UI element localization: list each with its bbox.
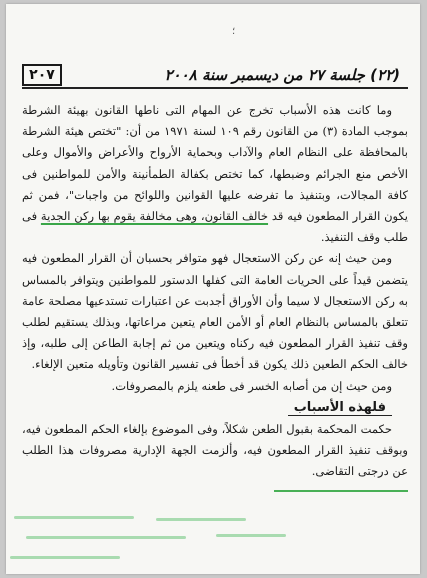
page-header bbox=[22, 64, 408, 90]
page-number-box: ٢٠٧ bbox=[22, 64, 62, 86]
faded-mark bbox=[156, 518, 246, 521]
faded-mark bbox=[10, 556, 120, 559]
paragraph-urgency: ومن حيث إنه عن ركن الاستعجال فهو متوافر بحسبان أن القرار المطعون فيه يتضمن قيداً على الحريات العامة التى كفلها الدستور للمواطنين ويتوافر بالمساس به ركن الاستعجال لا سيما وأن الأوراق أجدبت عن اعتبارات تستدعيها مصلحة عامة تتعلق بالمساس بالنظام العام أو الأمن العام يتعين مراعاتها، وبذلك يستقيم لطلب وقف تنفيذ القرار المطعون فيه ركناه ويتعين من ثم إجابة الطاعن إلى طلبه، وإذ خالف الحكم الطعين ذلك يكون قد أخطأ فى تفسير القانون وتأويله متعين الإلغاء. bbox=[22, 251, 408, 372]
faded-mark bbox=[26, 536, 186, 539]
document-body bbox=[22, 100, 408, 482]
document-page bbox=[6, 4, 420, 574]
highlighted-phrase: خالف القانون، وهى مخالفة يقوم بها ركن الجدية bbox=[40, 209, 269, 224]
top-mark: ؛ bbox=[232, 26, 236, 37]
paragraph-ruling: حكمت المحكمة بقبول الطعن شكلاً، وفى الموضوع بإلغاء الحكم المطعون فيه، وبوقف تنفيذ القرار المطعون فيه، وألزمت الجهة الإدارية مصروفات هذا الطلب عن درجتى التقاضى. bbox=[22, 421, 408, 479]
paragraph-grounds bbox=[22, 100, 408, 248]
paragraph-costs: ومن حيث إن من أصابه الخسر فى طعنه يلزم بالمصروفات. bbox=[111, 378, 392, 393]
green-underline-mark bbox=[274, 490, 408, 492]
section-heading-text: فلهذه الأسباب bbox=[288, 400, 392, 416]
paragraph-grounds-end: فى طلب وقف التنفيذ. bbox=[22, 209, 408, 245]
header-rule bbox=[22, 87, 408, 89]
paragraph-grounds-text: وما كانت هذه الأسباب تخرج عن المهام التى ناطها القانون بهيئة الشرطة بموجب المادة (٣) من القانون رقم ١٠٩ لسنة ١٩٧١ من أن: "تختص هيئة الشرطة بالمحافظة على النظام العام والآداب وبحماية الأرواح والأعراض والأموال وعلى الأخص منع الجرائم وضبطها، كما تختص بكفالة الطمأنينة والأمن للمواطنين فى كافة المجالات، وبتنفيذ ما تفرضه عليها القوانين واللوائح من واجبات"، فمن ثم يكون القرار المطعون فيه قد bbox=[22, 103, 409, 224]
session-title: (٢٢) جلسة ٢٧ من ديسمبر سنة ٢٠٠٨ bbox=[164, 66, 400, 84]
faded-mark bbox=[14, 516, 134, 519]
faded-mark bbox=[216, 534, 286, 537]
section-heading bbox=[22, 397, 408, 419]
